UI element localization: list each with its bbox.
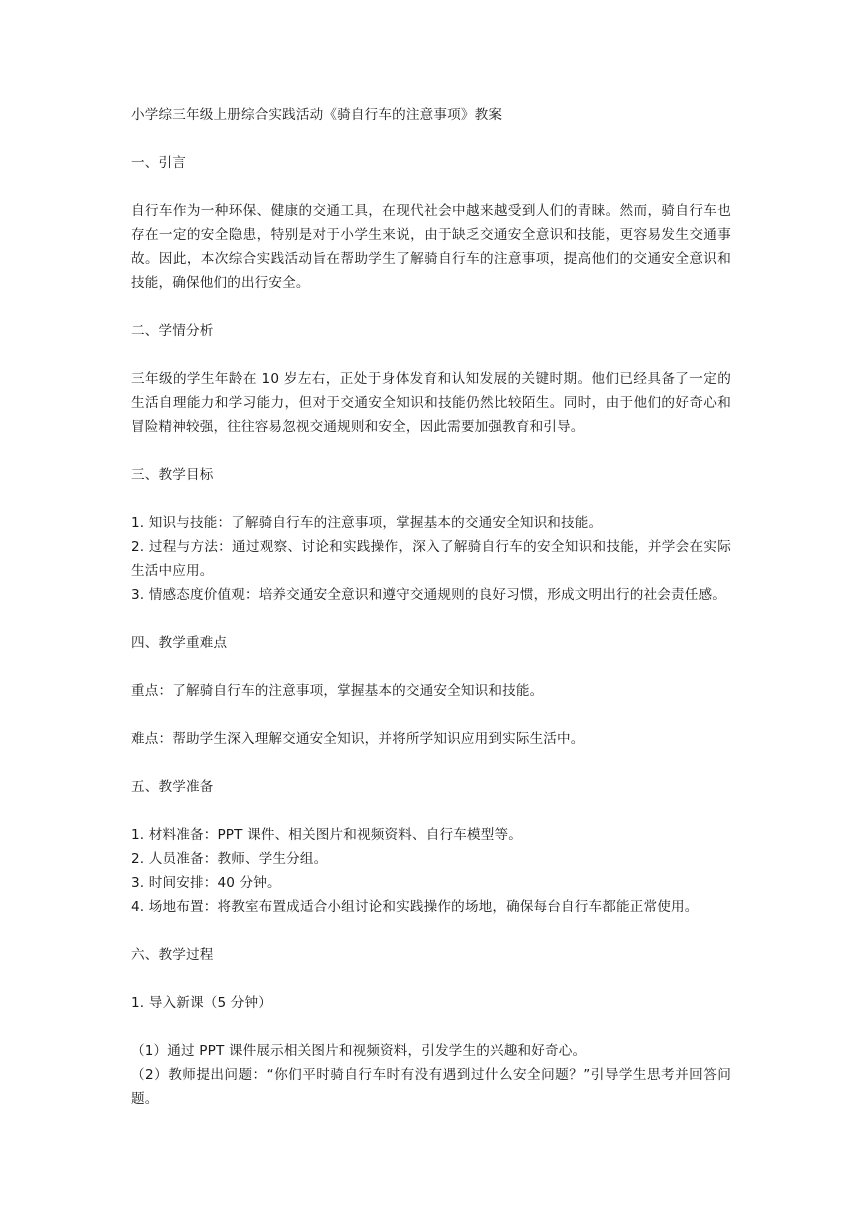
section-heading-preparation: 五、教学准备 — [131, 779, 214, 795]
list-item: （1）通过 PPT 课件展示相关图片和视频资料，引发学生的兴趣和好奇心。 — [131, 1043, 587, 1059]
section-heading-teaching-process: 六、教学过程 — [131, 947, 214, 963]
list-item: （2）教师提出问题：“你们平时骑自行车时有没有遇到过什么安全问题？”引导学生思考并回答问题。 — [131, 1067, 731, 1107]
section-heading-student-analysis: 二、学情分析 — [131, 323, 214, 339]
list-item: 1. 材料准备：PPT 课件、相关图片和视频资料、自行车模型等。 — [131, 827, 522, 843]
list-item: 2. 人员准备：教师、学生分组。 — [131, 851, 328, 867]
list-item: 1. 知识与技能：了解骑自行车的注意事项，掌握基本的交通安全知识和技能。 — [131, 515, 603, 531]
document-title: 小学综三年级上册综合实践活动《骑自行车的注意事项》教案 — [131, 107, 503, 123]
paragraph-introduction: 自行车作为一种环保、健康的交通工具，在现代社会中越来越受到人们的青睐。然而，骑自行车也存在一定的安全隐患，特别是对于小学生来说，由于缺乏交通安全意识和技能，更容易发生交通事故。因此，本次综合实践活动旨在帮助学生了解骑自行车的注意事项，提高他们的交通安全意识和技能，确保他们的出行安全。 — [131, 203, 731, 291]
subheading-introduction-step: 1. 导入新课（5 分钟） — [131, 995, 272, 1011]
section-heading-introduction: 一、引言 — [131, 155, 186, 171]
list-item: 2. 过程与方法：通过观察、讨论和实践操作，深入了解骑自行车的安全知识和技能，并学会在实际生活中应用。 — [131, 539, 731, 579]
section-heading-key-points: 四、教学重难点 — [131, 635, 228, 651]
list-item: 3. 时间安排：40 分钟。 — [131, 875, 281, 891]
section-heading-teaching-goals: 三、教学目标 — [131, 467, 214, 483]
paragraph-key-point: 重点：了解骑自行车的注意事项，掌握基本的交通安全知识和技能。 — [131, 683, 544, 699]
list-item: 4. 场地布置：将教室布置成适合小组讨论和实践操作的场地，确保每台自行车都能正常使用。 — [131, 899, 699, 915]
paragraph-student-analysis: 三年级的学生年龄在 10 岁左右，正处于身体发育和认知发展的关键时期。他们已经具备了一定的生活自理能力和学习能力，但对于交通安全知识和技能仍然比较陌生。同时，由于他们的好奇心和冒险精神较强，往往容易忽视交通规则和安全，因此需要加强教育和引导。 — [131, 371, 731, 435]
document-page — [131, 103, 731, 1111]
list-item: 3. 情感态度价值观：培养交通安全意识和遵守交通规则的良好习惯，形成文明出行的社会责任感。 — [131, 587, 726, 603]
paragraph-difficulty: 难点：帮助学生深入理解交通安全知识，并将所学知识应用到实际生活中。 — [131, 731, 585, 747]
